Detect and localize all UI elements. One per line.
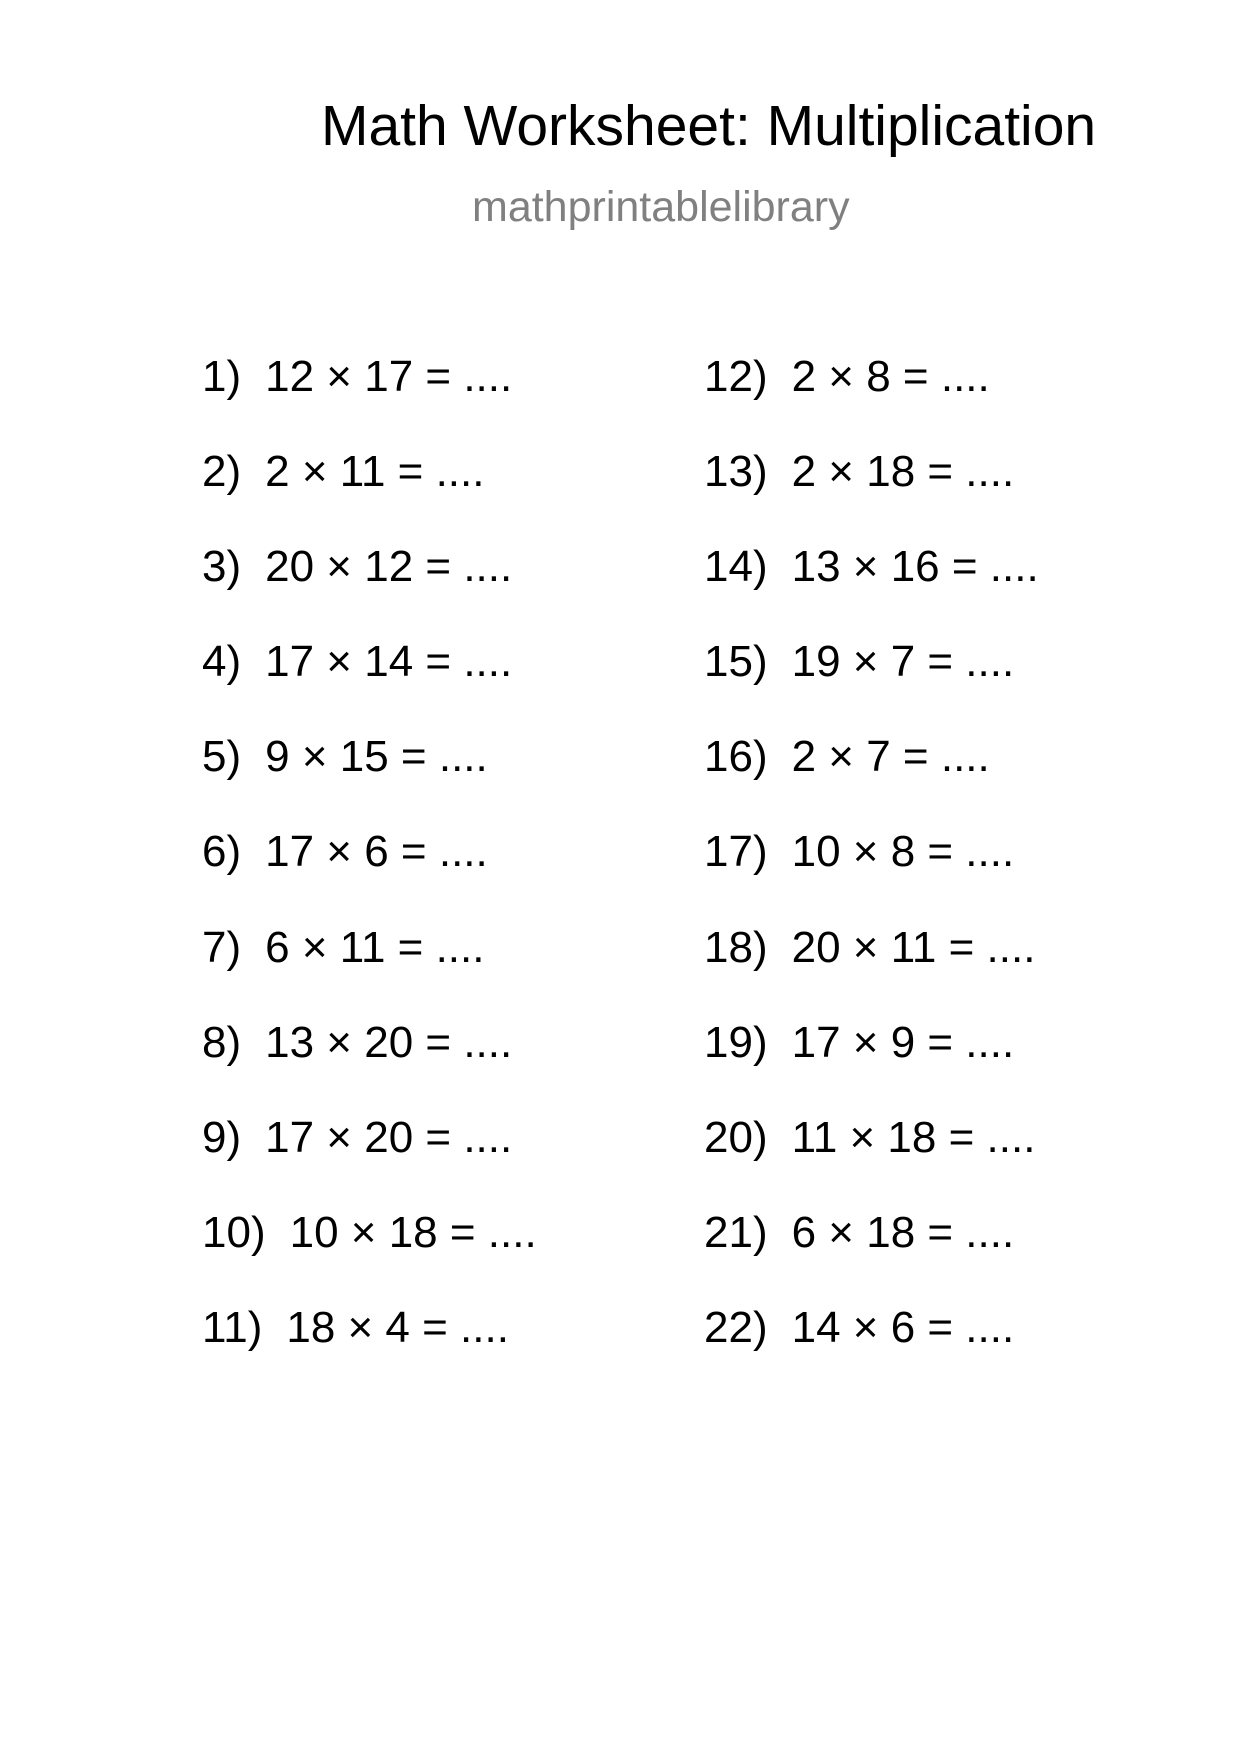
problem-number: 14 )	[704, 545, 768, 589]
problem-expression: 10 × 18 = ....	[289, 1207, 537, 1257]
problem-item	[202, 1112, 537, 1211]
problem-number: 19 )	[704, 1021, 768, 1065]
problem-item	[704, 542, 1039, 640]
problem-column-right	[704, 352, 1039, 1401]
problem-item	[202, 1302, 537, 1401]
problem-number: 5 )	[202, 735, 241, 779]
problem-item	[704, 922, 1039, 1021]
problem-item	[704, 827, 1039, 925]
problem-expression: 17 × 6 = ....	[265, 827, 488, 877]
problem-expression: 17 × 9 = ....	[791, 1017, 1015, 1067]
problem-number: 11 )	[202, 1306, 262, 1350]
problem-number: 7 )	[202, 926, 241, 970]
problem-item	[202, 1017, 537, 1116]
problem-expression: 2 × 7 = ....	[791, 732, 990, 782]
problem-expression: 20 × 11 = ....	[791, 922, 1036, 972]
problem-number: 13 )	[704, 450, 768, 494]
problem-expression: 13 × 20 = ....	[265, 1017, 513, 1067]
problem-expression: 2 × 18 = ....	[791, 447, 1015, 497]
problem-item	[704, 732, 1039, 830]
problem-number: 18 )	[704, 926, 768, 970]
problem-item	[202, 827, 537, 925]
problem-item	[704, 1207, 1039, 1306]
problem-expression: 20 × 12 = ....	[265, 542, 513, 592]
problem-item	[202, 352, 537, 450]
problem-expression: 17 × 20 = ....	[265, 1112, 513, 1162]
problem-number: 22 )	[704, 1306, 768, 1350]
problem-expression: 6 × 18 = ....	[791, 1207, 1015, 1257]
problem-item	[704, 352, 1039, 450]
problem-number: 2 )	[202, 450, 241, 494]
problem-number: 16 )	[704, 735, 768, 779]
problem-number: 21 )	[704, 1211, 768, 1255]
problem-expression: 2 × 8 = ....	[791, 352, 990, 401]
problem-expression: 12 × 17 = ....	[265, 352, 513, 401]
problem-number: 10 )	[202, 1211, 266, 1255]
problem-expression: 6 × 11 = ....	[265, 922, 485, 972]
problem-expression: 9 × 15 = ....	[265, 732, 488, 782]
problem-number: 4 )	[202, 640, 241, 684]
problem-expression: 19 × 7 = ....	[791, 637, 1015, 687]
problem-item	[202, 542, 537, 640]
problem-number: 3 )	[202, 545, 241, 589]
problem-number: 9 )	[202, 1116, 241, 1160]
worksheet-title: Math Worksheet: Multiplication	[321, 94, 1097, 158]
problem-column-left	[202, 352, 537, 1401]
problem-item	[202, 922, 537, 1021]
problem-number: 6 )	[202, 830, 241, 874]
problem-item	[202, 447, 537, 545]
worksheet-subtitle: mathprintablelibrary	[472, 183, 850, 231]
problem-item	[704, 1302, 1039, 1401]
problem-number: 8 )	[202, 1021, 241, 1065]
problem-expression: 13 × 16 = ....	[791, 542, 1039, 592]
problem-item	[704, 1017, 1039, 1116]
problem-number: 1 )	[202, 355, 241, 399]
problem-item	[704, 1112, 1039, 1211]
problem-expression: 14 × 6 = ....	[791, 1302, 1015, 1352]
problem-expression: 11 × 18 = ....	[791, 1112, 1036, 1162]
problem-item	[202, 732, 537, 830]
problem-item	[202, 1207, 537, 1306]
problem-item	[704, 637, 1039, 735]
problem-number: 17 )	[704, 830, 768, 874]
problem-expression: 2 × 11 = ....	[265, 447, 485, 497]
problem-number: 15 )	[704, 640, 768, 684]
problem-number: 20 )	[704, 1116, 768, 1160]
problem-item	[202, 637, 537, 735]
problem-number: 12 )	[704, 355, 768, 399]
problem-expression: 10 × 8 = ....	[791, 827, 1015, 877]
problem-expression: 18 × 4 = ....	[286, 1302, 509, 1352]
problem-expression: 17 × 14 = ....	[265, 637, 513, 687]
problem-item	[704, 447, 1039, 545]
